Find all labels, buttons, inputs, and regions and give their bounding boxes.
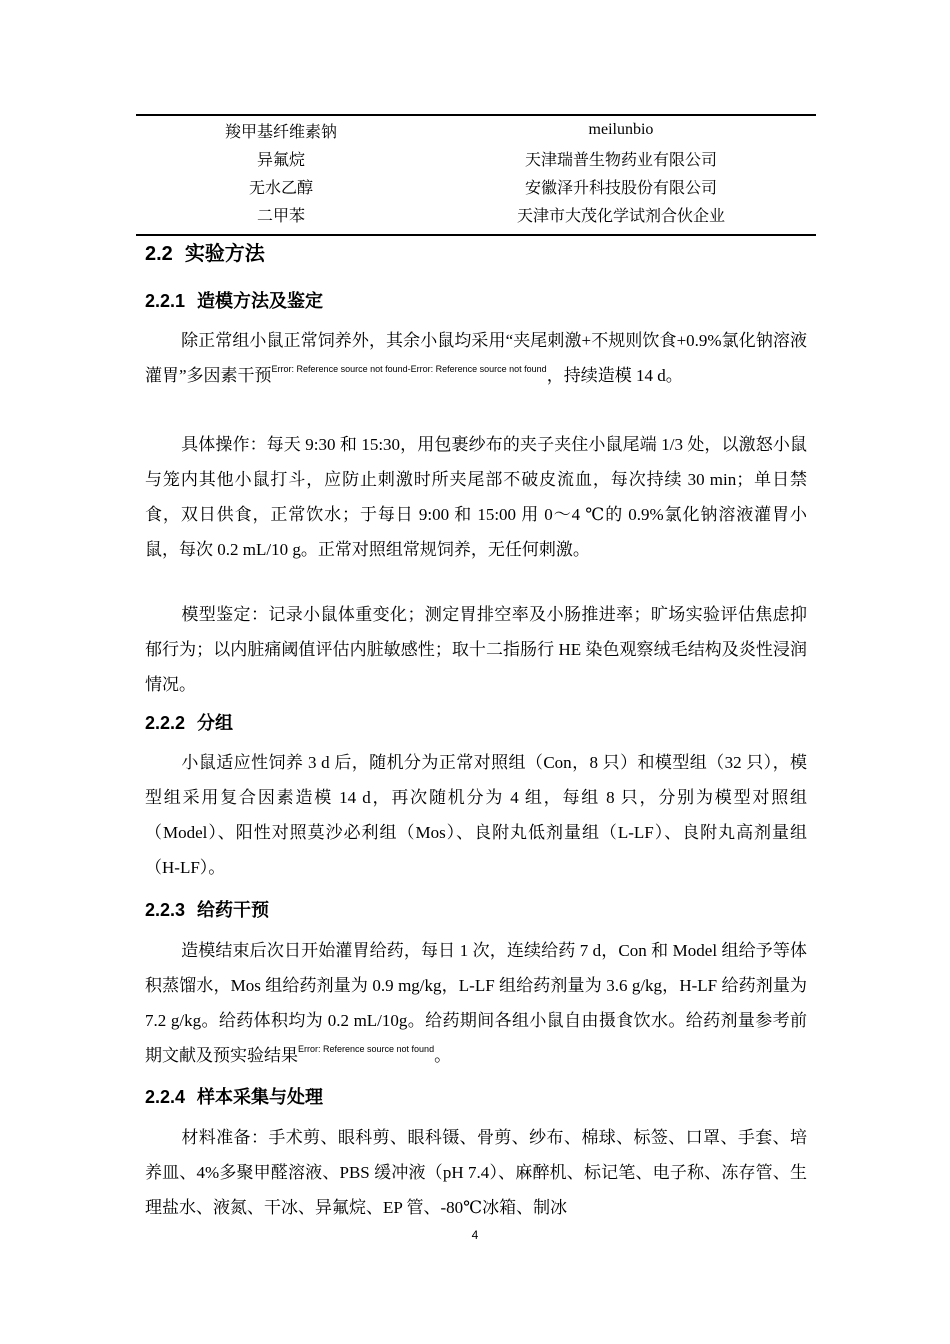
paragraph-text: 除正常组小鼠正常饲养外，其余小鼠均采用“夹尾刺激+不规则饮食+0.9%氯化钠溶液灌胃”多因素干预 — [145, 331, 807, 385]
heading-title: 造模方法及鉴定 — [197, 291, 324, 311]
heading-number: 2.2.4 — [145, 1087, 186, 1107]
reagent-table — [136, 114, 816, 236]
paragraph-text: 模型鉴定：记录小鼠体重变化；测定胃排空率及小肠推进率；旷场实验评估焦虑抑郁行为；以内脏痛阈值评估内脏敏感性；取十二指肠行 HE 染色观察绒毛结构及炎性浸润情况。 — [145, 605, 807, 694]
paragraph-text: 小鼠适应性饲养 3 d 后，随机分为正常对照组（Con，8 只）和模型组（32 只），模型组采用复合因素造模 14 d，再次随机分为 4 组，每组 8 只，分别为模型对照组（Model）、阳性对照莫沙必利组（Mos）、良附丸低剂量组（L-LF）、良附丸高剂量组（H-LF）。 — [145, 753, 807, 877]
section-heading-2-2-2 — [145, 709, 233, 735]
reagent-name: 异氟烷 — [256, 151, 305, 169]
table-row — [136, 200, 816, 228]
paragraph — [145, 933, 807, 1073]
table-row — [136, 116, 816, 144]
table-row — [136, 172, 816, 200]
reagent-name: 羧甲基纤维素钠 — [224, 123, 337, 141]
table-bottom-rule — [136, 234, 816, 236]
heading-title: 给药干预 — [197, 900, 270, 920]
heading-number: 2.2.1 — [145, 291, 186, 311]
section-heading-2-2-1 — [145, 287, 323, 313]
reagent-source: 安徽泽升科技股份有限公司 — [524, 179, 717, 197]
paragraph — [145, 1120, 807, 1225]
heading-number: 2.2.3 — [145, 900, 186, 920]
section-heading-2-2 — [145, 237, 265, 266]
section-heading-2-2-4 — [145, 1083, 323, 1109]
paragraph-text: ，持续造模 14 d。 — [546, 366, 683, 385]
paragraph-text: 具体操作：每天 9:30 和 15:30，用包裹纱布的夹子夹住小鼠尾端 1/3 处，以激怒小鼠与笼内其他小鼠打斗，应防止刺激时所夹尾部不破皮流血，每次持续 30 min；单日禁食，双日供食，正常饮水；于每日 9:00 和 15:00 用 0～4 ℃的 0.9%氯化钠溶液灌胃小鼠，每次 0.2 mL/10 g。正常对照组常规饲养，无任何刺激。 — [145, 435, 807, 559]
reference-error: Error: Reference source not found-Error: Reference source not found — [271, 364, 547, 375]
heading-number: 2.2 — [145, 243, 173, 265]
paragraph — [145, 427, 807, 567]
heading-title: 实验方法 — [184, 243, 265, 265]
section-heading-2-2-3 — [145, 896, 269, 922]
reagent-name: 二甲苯 — [256, 207, 305, 225]
table-row — [136, 144, 816, 172]
reagent-source: 天津瑞普生物药业有限公司 — [524, 151, 717, 169]
paragraph — [145, 323, 807, 393]
heading-number: 2.2.2 — [145, 713, 186, 733]
paragraph-text: 。 — [434, 1046, 452, 1065]
paragraph-text: 材料准备：手术剪、眼科剪、眼科镊、骨剪、纱布、棉球、标签、口罩、手套、培养皿、4%多聚甲醛溶液、PBS 缓冲液（pH 7.4）、麻醉机、标记笔、电子称、冻存管、生理盐水、液氮、干冰、异氟烷、EP 管、-80℃冰箱、制冰 — [145, 1128, 807, 1217]
heading-title: 样本采集与处理 — [197, 1087, 324, 1107]
paragraph — [145, 597, 807, 702]
reagent-source: 天津市大茂化学试剂合伙企业 — [516, 207, 725, 225]
reagent-source: meilunbio — [588, 121, 654, 138]
reagent-name: 无水乙醇 — [248, 179, 313, 197]
paragraph-text: 造模结束后次日开始灌胃给药，每日 1 次，连续给药 7 d，Con 和 Model 组给予等体积蒸馏水，Mos 组给药剂量为 0.9 mg/kg，L-LF 组给药剂量为 3.6 g/kg，H-LF 给药剂量为 7.2 g/kg。给药体积均为 0.2 mL/10g。给药期间各组小鼠自由摄食饮水。给药剂量参考前期文献及预实验结果 — [145, 941, 807, 1065]
page-number: 4 — [471, 1228, 479, 1242]
heading-title: 分组 — [197, 713, 234, 733]
paragraph — [145, 745, 807, 885]
reference-error: Error: Reference source not found — [298, 1044, 435, 1055]
